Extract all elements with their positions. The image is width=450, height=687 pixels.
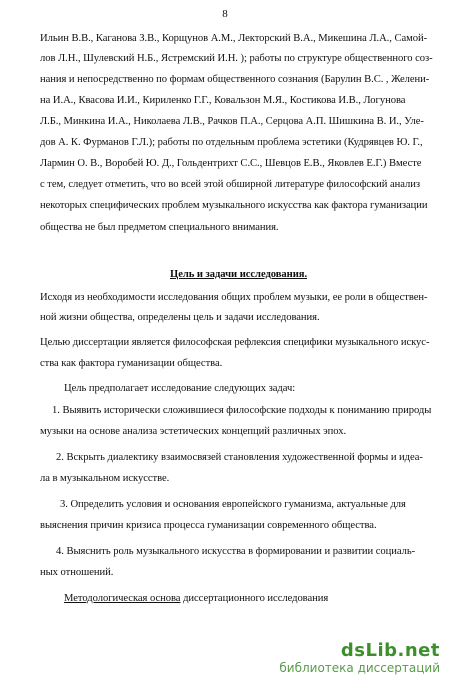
- paragraph-line: на И.А., Квасова И.И., Кириленко Г.Г., Ковальзон М.Я., Костикова И.В., Логунова: [40, 95, 406, 106]
- paragraph-line: некоторых специфических проблем музыкального искусства как фактора гуманизации: [40, 200, 428, 211]
- section-heading: Цель и задачи исследования.: [170, 269, 308, 280]
- paragraph-line: Ильин В.В., Каганова З.В., Корщунов А.М., Лекторский В.А., Микешина Л.А., Самой-: [40, 33, 428, 44]
- paragraph-line: Цель предполагает исследование следующих задач:: [64, 383, 296, 394]
- task-item-line: выяснения причин кризиса процесса гуманизации современного общества.: [40, 520, 377, 531]
- paragraph-line: нания и непосредственно по формам общественного сознания (Барулин В.С. , Желени-: [40, 74, 430, 85]
- task-item-line: 4. Выяснить роль музыкального искусства в формировании и развитии социаль-: [56, 546, 416, 557]
- paragraph-line: лов Л.Н., Шулевский Н.Б., Ястремский И.Н. ); работы по структуре общественного соз-: [40, 53, 433, 64]
- watermark-logo: dsLib.net: [340, 640, 440, 661]
- methodology-heading: Методологическая основа: [64, 593, 181, 604]
- paragraph-line: Целью диссертации является философская рефлексия специфики музыкального искус-: [40, 337, 430, 348]
- task-item-line: 1. Выявить исторически сложившиеся философские подходы к пониманию природы: [52, 405, 432, 416]
- page-number: 8: [222, 8, 228, 20]
- paragraph-line: дов А. К. Фурманов Г.Л.); работы по отдельным проблема эстетики (Кудрявцев Ю. Г.,: [40, 137, 423, 148]
- task-item-line: 2. Вскрыть диалектику взаимосвязей становления художественной формы и идеа-: [56, 452, 423, 463]
- paragraph-line: Исходя из необходимости исследования общих проблем музыки, ее роли в обществен-: [40, 292, 428, 303]
- paragraph-line: с тем, следует отметить, что во всей этой обширной литературе философский анализ: [40, 179, 421, 190]
- paragraph-line: ства как фактора гуманизации общества.: [40, 358, 223, 369]
- watermark-subtitle: библиотека диссертаций: [279, 661, 440, 675]
- paragraph-line: ной жизни общества, определены цель и задачи исследования.: [40, 312, 320, 323]
- task-item-line: 3. Определить условия и основания европейского гуманизма, актуальные для: [60, 499, 406, 510]
- paragraph-line: Лармин О. В., Воробей Ю. Д., Гольдентрихт С.С., Шевцов Е.В., Яковлев Е.Г.) Вместе: [40, 158, 422, 169]
- paragraph-line: общества не был предметом специального внимания.: [40, 222, 279, 233]
- task-item-line: ла в музыкальном искусстве.: [40, 473, 170, 484]
- task-item-line: ных отношений.: [40, 567, 114, 578]
- methodology-text: диссертационного исследования: [180, 593, 329, 604]
- task-item-line: музыки на основе анализа эстетических концепций различных эпох.: [40, 426, 347, 437]
- paragraph-line: Л.Б., Минкина И.А., Николаева Л.В., Рачков П.А., Серцова А.П. Шишкина В. И., Уле-: [40, 116, 424, 127]
- methodology-line: [64, 592, 328, 606]
- dslib-watermark: [279, 641, 440, 675]
